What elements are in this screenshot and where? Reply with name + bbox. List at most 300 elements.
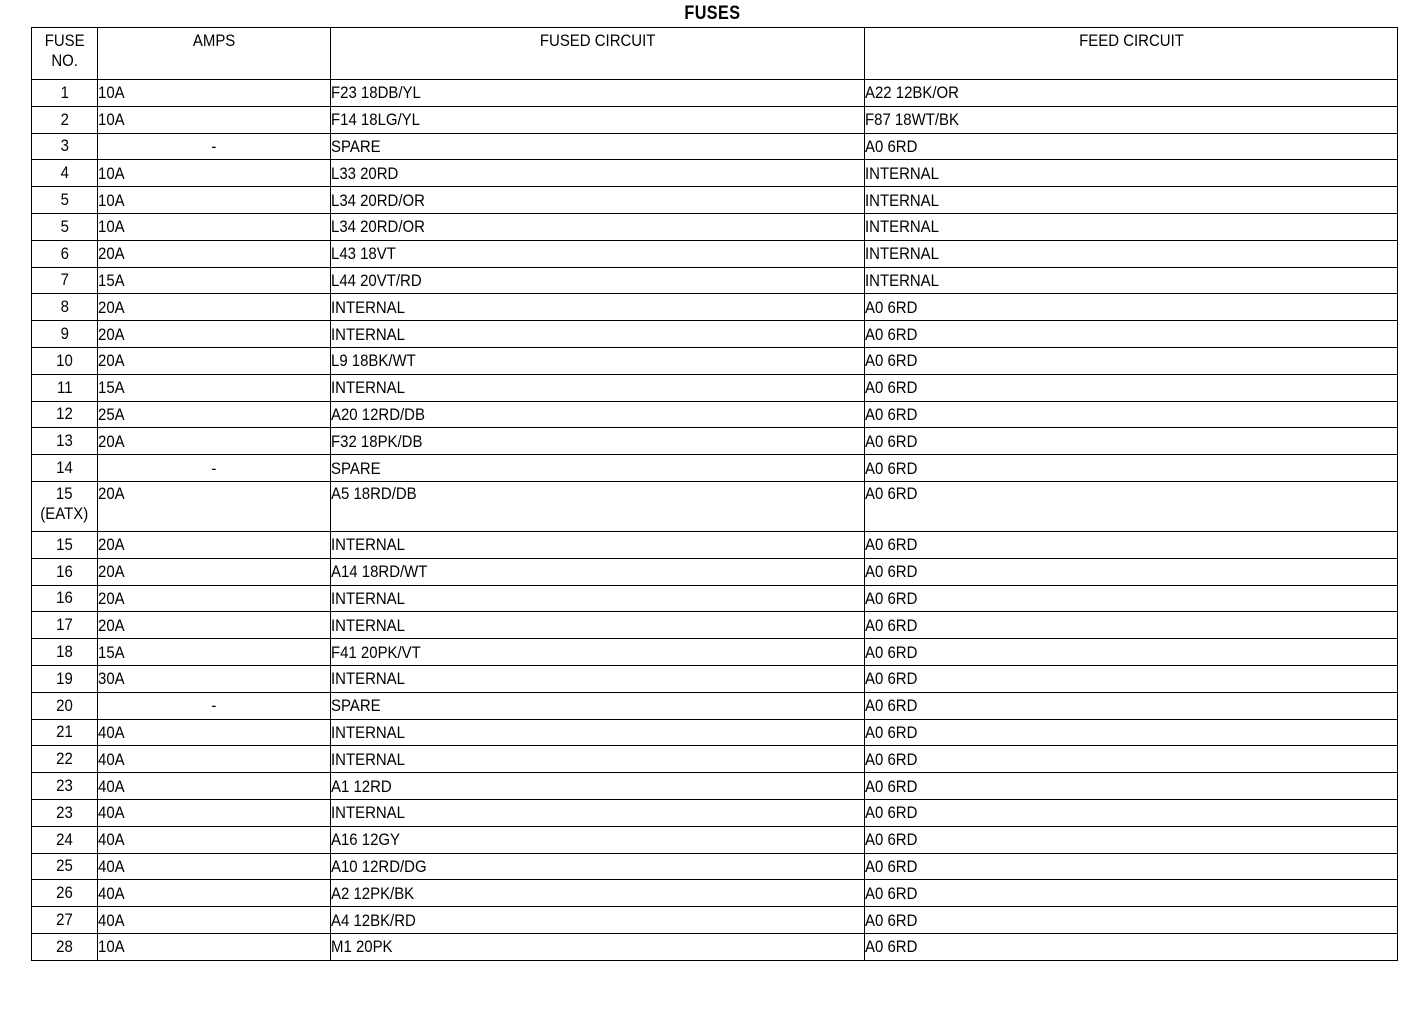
fused-circuit-cell <box>331 160 865 187</box>
feed-circuit-cell <box>865 160 1398 187</box>
fused-circuit-cell-text: INTERNAL <box>331 324 405 344</box>
fused-circuit-cell <box>331 187 865 214</box>
feed-circuit-cell <box>865 267 1398 294</box>
fused-circuit-cell <box>331 933 865 960</box>
fuse-no-cell-text: 11 <box>56 377 73 397</box>
feed-circuit-cell-text: A0 6RD <box>865 588 918 608</box>
amps-cell-text: 30A <box>98 669 125 689</box>
fuse-no-cell-text: 8 <box>60 297 69 317</box>
page-title: FUSES <box>684 3 741 24</box>
amps-cell <box>98 907 331 934</box>
feed-circuit-cell-text: A0 6RD <box>865 136 918 156</box>
feed-circuit-cell-text: A0 6RD <box>865 562 918 582</box>
amps-cell <box>98 558 331 585</box>
feed-circuit-cell <box>865 531 1398 558</box>
amps-cell-text: 40A <box>98 722 125 742</box>
amps-cell <box>98 880 331 907</box>
fused-circuit-cell <box>331 665 865 692</box>
fused-circuit-cell-text: A1 12RD <box>331 776 392 796</box>
fused-circuit-cell <box>331 133 865 160</box>
feed-circuit-cell-text: A0 6RD <box>865 910 918 930</box>
fuse-no-cell-text: 3 <box>60 136 69 156</box>
fused-circuit-cell-text: A4 12BK/RD <box>331 910 416 930</box>
fuse-no-cell <box>32 106 98 133</box>
feed-circuit-cell-text: A0 6RD <box>865 351 918 371</box>
feed-circuit-cell-text: F87 18WT/BK <box>865 110 959 130</box>
feed-circuit-cell <box>865 455 1398 482</box>
fuse-no-cell <box>32 853 98 880</box>
feed-circuit-cell <box>865 401 1398 428</box>
feed-circuit-cell <box>865 347 1398 374</box>
feed-circuit-cell <box>865 585 1398 612</box>
fused-circuit-cell <box>331 558 865 585</box>
amps-cell-text: 40A <box>98 749 125 769</box>
feed-circuit-cell-text: A0 6RD <box>865 458 918 478</box>
feed-circuit-cell <box>865 639 1398 666</box>
feed-circuit-cell-text: A0 6RD <box>865 830 918 850</box>
fuse-no-cell <box>32 665 98 692</box>
table-row <box>32 267 1398 294</box>
table-row <box>32 294 1398 321</box>
table-row <box>32 773 1398 800</box>
amps-cell <box>98 481 331 531</box>
feed-circuit-cell <box>865 826 1398 853</box>
fused-circuit-cell-text: A14 18RD/WT <box>331 562 428 582</box>
fused-circuit-cell <box>331 746 865 773</box>
fuse-no-cell <box>32 294 98 321</box>
fused-circuit-cell-text: L34 20RD/OR <box>331 190 425 210</box>
fuse-no-cell <box>32 428 98 455</box>
table-body <box>32 80 1398 961</box>
table-row <box>32 692 1398 719</box>
table-header-row <box>32 28 1398 80</box>
fuse-no-cell <box>32 907 98 934</box>
feed-circuit-cell-text: A0 6RD <box>865 776 918 796</box>
fused-circuit-cell <box>331 853 865 880</box>
feed-circuit-cell-text: A22 12BK/OR <box>865 83 959 103</box>
fuse-no-cell-text: 27 <box>56 910 73 929</box>
fuse-no-cell <box>32 347 98 374</box>
feed-circuit-cell-text: INTERNAL <box>865 217 939 237</box>
amps-cell-text: 40A <box>98 910 125 930</box>
feed-circuit-cell-text: A0 6RD <box>865 324 918 344</box>
fused-circuit-cell <box>331 692 865 719</box>
fused-circuit-cell-text: A20 12RD/DB <box>331 404 425 424</box>
feed-circuit-cell <box>865 719 1398 746</box>
feed-circuit-cell <box>865 428 1398 455</box>
amps-cell <box>98 933 331 960</box>
fuse-no-cell <box>32 80 98 107</box>
fused-circuit-cell-text: INTERNAL <box>331 378 405 398</box>
amps-cell <box>98 213 331 240</box>
fused-circuit-cell-text: L33 20RD <box>331 163 399 183</box>
fuse-no-cell <box>32 692 98 719</box>
amps-cell-text: 10A <box>98 190 125 210</box>
feed-circuit-cell-text: A0 6RD <box>865 803 918 823</box>
fused-circuit-cell-text: A2 12PK/BK <box>331 883 415 903</box>
fuse-no-cell <box>32 213 98 240</box>
table-row <box>32 746 1398 773</box>
table-row <box>32 106 1398 133</box>
fused-circuit-cell <box>331 719 865 746</box>
fuse-no-cell <box>32 773 98 800</box>
amps-cell-text: 20A <box>98 431 125 451</box>
fused-circuit-cell-text: F23 18DB/YL <box>331 83 421 103</box>
fuse-no-cell-text: 15 <box>56 534 73 554</box>
fused-circuit-cell-text: INTERNAL <box>331 615 405 635</box>
feed-circuit-cell <box>865 321 1398 348</box>
feed-circuit-cell-text: A0 6RD <box>865 669 918 689</box>
amps-cell-text: - <box>211 136 217 156</box>
amps-cell-text: 10A <box>98 217 125 237</box>
fuse-no-cell-text: 17 <box>56 615 73 635</box>
fused-circuit-cell-text: F41 20PK/VT <box>331 642 421 662</box>
amps-cell-text: 15A <box>98 270 125 290</box>
table-row <box>32 639 1398 666</box>
table-row <box>32 455 1398 482</box>
fuse-no-cell-text: 16 <box>56 588 73 608</box>
fused-circuit-cell-text: L9 18BK/WT <box>331 351 416 371</box>
amps-cell <box>98 639 331 666</box>
feed-circuit-cell-text: A0 6RD <box>865 483 918 503</box>
feed-circuit-cell <box>865 106 1398 133</box>
feed-circuit-cell-text: A0 6RD <box>865 297 918 317</box>
fuse-no-cell-text: 28 <box>56 936 73 956</box>
fused-circuit-cell-text: INTERNAL <box>331 722 405 742</box>
feed-circuit-cell <box>865 294 1398 321</box>
amps-cell-text: 40A <box>98 776 125 796</box>
amps-cell-text: 10A <box>98 110 125 130</box>
feed-circuit-cell <box>865 933 1398 960</box>
fused-circuit-cell <box>331 773 865 800</box>
fused-circuit-cell <box>331 374 865 401</box>
fuse-no-cell-text: 23 <box>56 776 73 796</box>
fuse-no-cell <box>32 531 98 558</box>
fuse-no-cell-text: 23 <box>56 802 73 822</box>
amps-cell <box>98 321 331 348</box>
fused-circuit-cell <box>331 401 865 428</box>
fuse-no-cell <box>32 558 98 585</box>
fused-circuit-cell <box>331 481 865 531</box>
feed-circuit-cell <box>865 746 1398 773</box>
fuse-no-cell <box>32 240 98 267</box>
fuse-no-cell <box>32 933 98 960</box>
amps-cell-text: 20A <box>98 588 125 608</box>
feed-circuit-cell <box>865 692 1398 719</box>
fused-circuit-cell-text: SPARE <box>331 136 381 156</box>
feed-circuit-cell <box>865 374 1398 401</box>
fuse-no-cell <box>32 160 98 187</box>
fuse-no-cell-text: 25 <box>56 856 73 876</box>
fused-circuit-cell-text: INTERNAL <box>331 669 405 689</box>
table-row <box>32 80 1398 107</box>
fuse-no-cell-text: 20 <box>56 695 73 715</box>
amps-cell <box>98 401 331 428</box>
fused-circuit-cell-text: SPARE <box>331 458 381 478</box>
amps-cell-text: 20A <box>98 615 125 635</box>
fused-circuit-cell <box>331 531 865 558</box>
fused-circuit-cell-text: A5 18RD/DB <box>331 483 417 503</box>
fuse-no-cell-text: 9 <box>60 324 69 344</box>
table-row <box>32 933 1398 960</box>
fused-circuit-cell <box>331 347 865 374</box>
feed-circuit-cell <box>865 80 1398 107</box>
fused-circuit-cell-text: INTERNAL <box>331 297 405 317</box>
table-row <box>32 585 1398 612</box>
fused-circuit-cell <box>331 321 865 348</box>
fused-circuit-cell-text: A10 12RD/DG <box>331 856 427 876</box>
table-row <box>32 347 1398 374</box>
amps-cell <box>98 746 331 773</box>
table-row <box>32 558 1398 585</box>
amps-cell <box>98 799 331 826</box>
amps-cell <box>98 719 331 746</box>
amps-cell <box>98 853 331 880</box>
feed-circuit-cell-text: A0 6RD <box>865 431 918 451</box>
feed-circuit-cell-text: A0 6RD <box>865 883 918 903</box>
feed-circuit-cell-text: A0 6RD <box>865 937 918 957</box>
fused-circuit-cell <box>331 428 865 455</box>
amps-cell <box>98 826 331 853</box>
feed-circuit-cell <box>865 481 1398 531</box>
header-amps <box>98 28 331 80</box>
table-row <box>32 160 1398 187</box>
table-row <box>32 187 1398 214</box>
fused-circuit-cell <box>331 267 865 294</box>
amps-cell-text: 40A <box>98 830 125 850</box>
header-fuse-no-label: FUSE NO. <box>44 31 85 70</box>
fuse-no-cell <box>32 880 98 907</box>
table-row <box>32 612 1398 639</box>
amps-cell-text: 10A <box>98 163 125 183</box>
amps-cell-text: 25A <box>98 404 125 424</box>
fuse-no-cell-text: 26 <box>56 883 73 903</box>
fused-circuit-cell <box>331 799 865 826</box>
amps-cell-text: 20A <box>98 535 125 555</box>
fused-circuit-cell-text: L43 18VT <box>331 244 396 264</box>
amps-cell <box>98 692 331 719</box>
amps-cell <box>98 428 331 455</box>
header-fuse-no <box>32 28 98 80</box>
feed-circuit-cell-text: A0 6RD <box>865 749 918 769</box>
fused-circuit-cell-text: L44 20VT/RD <box>331 270 422 290</box>
amps-cell-text: - <box>211 696 217 716</box>
fuse-no-cell-text: 4 <box>60 163 69 183</box>
table-row <box>32 321 1398 348</box>
fuse-no-cell <box>32 481 98 531</box>
table-row <box>32 826 1398 853</box>
feed-circuit-cell <box>865 558 1398 585</box>
amps-cell <box>98 665 331 692</box>
feed-circuit-cell-text: INTERNAL <box>865 190 939 210</box>
amps-cell-text: 10A <box>98 83 125 103</box>
feed-circuit-cell <box>865 240 1398 267</box>
fused-circuit-cell-text: INTERNAL <box>331 749 405 769</box>
feed-circuit-cell <box>865 853 1398 880</box>
amps-cell-text: 40A <box>98 803 125 823</box>
fuse-no-cell <box>32 612 98 639</box>
amps-cell-text: 15A <box>98 378 125 398</box>
amps-cell <box>98 531 331 558</box>
feed-circuit-cell <box>865 612 1398 639</box>
feed-circuit-cell-text: INTERNAL <box>865 244 939 264</box>
feed-circuit-cell <box>865 799 1398 826</box>
fused-circuit-cell <box>331 294 865 321</box>
fuse-no-cell <box>32 826 98 853</box>
fuse-no-cell <box>32 321 98 348</box>
fused-circuit-cell <box>331 585 865 612</box>
feed-circuit-cell <box>865 133 1398 160</box>
fused-circuit-cell-text: L34 20RD/OR <box>331 217 425 237</box>
feed-circuit-cell <box>865 880 1398 907</box>
fuse-no-cell-text: 6 <box>60 243 69 263</box>
amps-cell-text: 20A <box>98 483 125 503</box>
fuse-no-cell-text: 2 <box>60 109 69 129</box>
fused-circuit-cell-text: INTERNAL <box>331 535 405 555</box>
fuse-no-cell-text: 18 <box>56 642 73 662</box>
amps-cell-text: 15A <box>98 642 125 662</box>
table-row <box>32 401 1398 428</box>
fuse-no-cell <box>32 799 98 826</box>
amps-cell-text: 40A <box>98 883 125 903</box>
fused-circuit-cell <box>331 612 865 639</box>
table-row <box>32 531 1398 558</box>
fused-circuit-cell-text: M1 20PK <box>331 937 393 957</box>
header-feed-circuit-label: FEED CIRCUIT <box>1078 31 1184 50</box>
fused-circuit-cell <box>331 639 865 666</box>
feed-circuit-cell <box>865 213 1398 240</box>
fuse-no-cell-text: 10 <box>56 350 73 370</box>
table-row <box>32 240 1398 267</box>
amps-cell <box>98 240 331 267</box>
amps-cell <box>98 267 331 294</box>
amps-cell-text: 20A <box>98 244 125 264</box>
fuse-no-cell <box>32 746 98 773</box>
feed-circuit-cell <box>865 187 1398 214</box>
fuse-no-cell-text: 24 <box>56 829 73 849</box>
table-row <box>32 853 1398 880</box>
table-row <box>32 213 1398 240</box>
fused-circuit-cell <box>331 455 865 482</box>
header-feed-circuit <box>865 28 1398 80</box>
fused-circuit-cell-text: F14 18LG/YL <box>331 110 420 130</box>
feed-circuit-cell <box>865 665 1398 692</box>
amps-cell-text: 20A <box>98 297 125 317</box>
amps-cell-text: 20A <box>98 324 125 344</box>
fused-circuit-cell-text: F32 18PK/DB <box>331 431 423 451</box>
fused-circuit-cell <box>331 907 865 934</box>
fuse-no-cell-text: 5 <box>60 190 69 210</box>
table-row <box>32 374 1398 401</box>
fuse-no-cell-text: 19 <box>56 668 73 688</box>
feed-circuit-cell-text: A0 6RD <box>865 615 918 635</box>
amps-cell <box>98 455 331 482</box>
table-row <box>32 907 1398 934</box>
table-row <box>32 481 1398 531</box>
fuse-no-cell <box>32 374 98 401</box>
header-amps-label: AMPS <box>192 31 236 50</box>
feed-circuit-cell-text: INTERNAL <box>865 270 939 290</box>
table-row <box>32 719 1398 746</box>
amps-cell <box>98 187 331 214</box>
fuse-no-cell <box>32 133 98 160</box>
table-row <box>32 799 1398 826</box>
amps-cell <box>98 347 331 374</box>
amps-cell <box>98 294 331 321</box>
feed-circuit-cell-text: A0 6RD <box>865 642 918 662</box>
fuse-no-cell <box>32 719 98 746</box>
fused-circuit-cell <box>331 80 865 107</box>
fused-circuit-cell-text: INTERNAL <box>331 803 405 823</box>
fused-circuit-cell <box>331 106 865 133</box>
fuse-no-cell-text: 12 <box>56 404 73 424</box>
amps-cell <box>98 374 331 401</box>
fuse-no-cell-text: 7 <box>60 270 69 290</box>
amps-cell-text: - <box>211 458 217 478</box>
table-row <box>32 880 1398 907</box>
fuses-table <box>31 27 1398 961</box>
fuse-no-cell-text: 5 <box>60 216 69 236</box>
fused-circuit-cell-text: INTERNAL <box>331 588 405 608</box>
fuse-no-cell-text: 13 <box>56 431 73 451</box>
feed-circuit-cell-text: A0 6RD <box>865 404 918 424</box>
fuse-no-cell-text: 22 <box>56 749 73 769</box>
header-fused-circuit <box>331 28 865 80</box>
fuse-no-cell <box>32 455 98 482</box>
fuse-no-cell <box>32 401 98 428</box>
feed-circuit-cell <box>865 907 1398 934</box>
header-fused-circuit-label: FUSED CIRCUIT <box>539 31 656 50</box>
fuse-no-cell-text: 16 <box>56 561 73 581</box>
fuse-no-cell <box>32 639 98 666</box>
fused-circuit-cell-text: A16 12GY <box>331 830 401 850</box>
fuse-no-cell-text: 21 <box>56 722 73 742</box>
fuse-no-cell <box>32 585 98 612</box>
amps-cell-text: 40A <box>98 856 125 876</box>
fused-circuit-cell <box>331 213 865 240</box>
feed-circuit-cell-text: A0 6RD <box>865 722 918 742</box>
fuse-no-cell-text: 15 (EATX) <box>40 483 89 523</box>
fused-circuit-cell <box>331 240 865 267</box>
feed-circuit-cell-text: A0 6RD <box>865 535 918 555</box>
fused-circuit-cell-text: SPARE <box>331 696 381 716</box>
table-row <box>32 665 1398 692</box>
feed-circuit-cell-text: A0 6RD <box>865 856 918 876</box>
amps-cell <box>98 80 331 107</box>
amps-cell <box>98 773 331 800</box>
amps-cell <box>98 585 331 612</box>
fuse-no-cell-text: 1 <box>60 82 69 102</box>
fuse-no-cell <box>32 267 98 294</box>
amps-cell <box>98 612 331 639</box>
amps-cell <box>98 106 331 133</box>
feed-circuit-cell-text: A0 6RD <box>865 696 918 716</box>
table-row <box>32 428 1398 455</box>
amps-cell-text: 20A <box>98 351 125 371</box>
fuse-no-cell <box>32 187 98 214</box>
amps-cell <box>98 133 331 160</box>
feed-circuit-cell <box>865 773 1398 800</box>
feed-circuit-cell-text: A0 6RD <box>865 378 918 398</box>
amps-cell <box>98 160 331 187</box>
fused-circuit-cell <box>331 826 865 853</box>
amps-cell-text: 20A <box>98 562 125 582</box>
feed-circuit-cell-text: INTERNAL <box>865 163 939 183</box>
table-row <box>32 133 1398 160</box>
fused-circuit-cell <box>331 880 865 907</box>
fuse-no-cell-text: 14 <box>56 458 73 478</box>
amps-cell-text: 10A <box>98 937 125 957</box>
